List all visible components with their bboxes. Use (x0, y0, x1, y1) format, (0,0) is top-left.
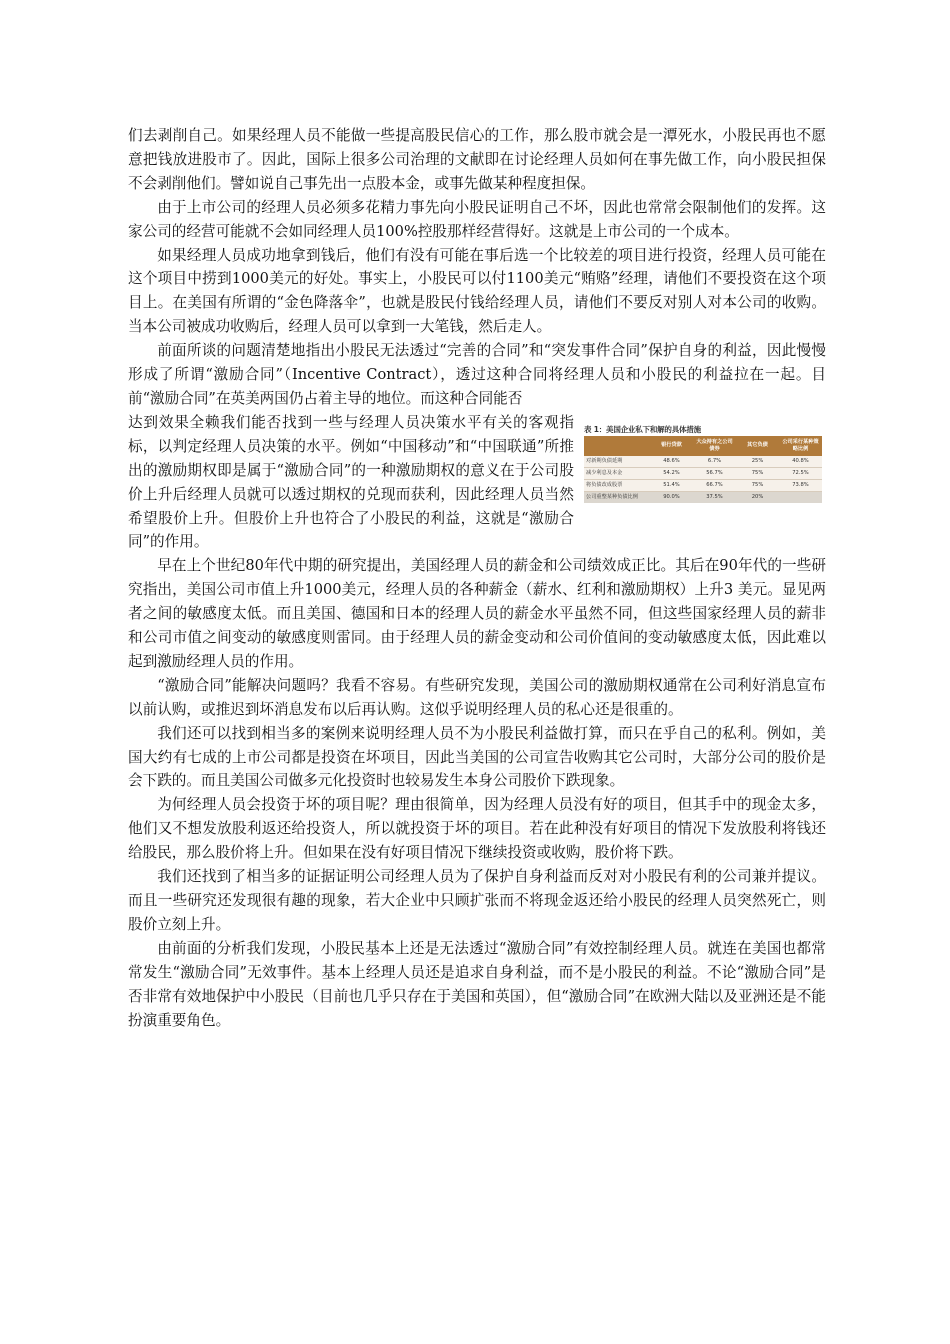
paragraph: 为何经理人员会投资于坏的项目呢？理由很简单，因为经理人员没有好的项目，但其手中的现金太多，他们又不想发放股利返还给投资人，所以就投资于坏的项目。若在此种没有好项目的情况下发放股利将钱还给股民，那么股价将上升。但如果在没有好项目情况下继续投资或收购，股价将下跌。 (128, 796, 826, 862)
table-cell: 72.5% (779, 467, 822, 479)
paragraph: 们去剥削自己。如果经理人员不能做一些提高股民信心的工作，那么股市就会是一潭死水，小股民再也不愿意把钱放进股市了。因此，国际上很多公司治理的文献即在讨论经理人员如何在事先做工作，向小股民担保不会剥削他们。譬如说自己事先出一点股本金，或事先做某种程度担保。 (128, 127, 826, 192)
paragraph: 由于上市公司的经理人员必须多花精力事先向小股民证明自己不坏，因此也常常会限制他们的发挥。这家公司的经营可能就不会如同经理人员100%控股那样经营得好。这就是上市公司的一个成本。 (128, 198, 826, 240)
table-cell: 40.8% (779, 456, 822, 468)
table-cell: 48.6% (650, 456, 693, 468)
paragraph: 由前面的分析我们发现，小股民基本上还是无法透过“激励合同”有效控制经理人员。就连在美国也都常常发生“激励合同”无效事件。基本上经理人员还是追求自身利益，而不是小股民的利益。不论“激励合同”是否非常有效地保护中小股民（目前也几乎只存在于美国和英国），但“激励合同”在欧洲大陆以及亚洲还是不能扮演重要角色。 (128, 939, 826, 1029)
table-cell: 25% (736, 456, 779, 468)
paragraph-continued: 达到效果全赖我们能否找到一些与经理人员决策水平有关的客观指标，以判定经理人员决策的水平。例如“中国移动”和“中国联通”所推出的激励期权即是属于“激励合同”的一种激励期权的意义在于公司股价上升后经理人员就可以透过期权的兑现而获利，因此经理人员当然希望股价上升。但股价上升也符合了小股民的利益，这就是“激励合同”的作用。 (128, 413, 574, 551)
table-header-row (584, 436, 822, 456)
paragraph: 早在上个世纪80年代中期的研究提出，美国经理人员的薪金和公司绩效成正比。其后在90年代的一些研究指出，美国公司市值上升1000美元，经理人员的各种薪金（薪水、红利和激励期权）上升3 美元。显见两者之间的敏感度太低。而且美国、德国和日本的经理人员的薪金水平虽然不同，但这些国家经理人员的薪非和公司市值之间变动的敏感度则雷同。由于经理人员的薪金变动和公司价值间的变动敏感度太低，因此难以起到激励经理人员的作用。 (128, 557, 826, 670)
table-cell: 51.4% (650, 479, 693, 491)
paragraph: 我们还找到了相当多的证据证明公司经理人员为了保护自身利益而反对对小股民有利的公司兼并提议。而且一些研究还发现很有趣的现象，若大企业中只顾扩张而不将现金返还给小股民的经理人员突然死亡，则股价立刻上升。 (128, 868, 826, 933)
row-label: 将负债改成股票 (584, 479, 650, 491)
table-row (584, 479, 822, 491)
table-cell (779, 491, 822, 503)
table-cell: 75% (736, 467, 779, 479)
row-label: 公司重整某种负债比例 (584, 491, 650, 503)
paragraph: “激励合同”能解决问题吗？我看不容易。有些研究发现，美国公司的激励期权通常在公司利好消息宣布以前认购，或推迟到坏消息发布以后再认购。这似乎说明经理人员的私心还是很重的。 (128, 676, 826, 718)
figure-title: 表 1：美国企业私下和解的具体措施 (584, 424, 701, 434)
table-cell: 66.7% (693, 479, 736, 491)
column-header (584, 436, 650, 456)
paragraph: 如果经理人员成功地拿到钱后，他们有没有可能在事后选一个比较差的项目进行投资，经理人员可能在这个项目中捞到1000美元的好处。事实上，小股民可以付1100美元“贿赂”经理，请他们不要投资在这个项目上。在美国有所谓的“金色降落伞”，也就是股民付钱给经理人员，请他们不要反对别人对本公司的收购。当本公司被成功收购后，经理人员可以拿到一大笔钱，然后走人。 (128, 246, 826, 336)
table-cell: 73.8% (779, 479, 822, 491)
table-figure (584, 423, 826, 527)
column-header: 公司采行某种策略比例 (779, 436, 822, 456)
table-row (584, 467, 822, 479)
table-cell: 90.0% (650, 491, 693, 503)
row-label: 对新期负债延期 (584, 456, 650, 468)
column-header: 大众持有之公司债券 (693, 436, 736, 456)
table-cell: 75% (736, 479, 779, 491)
paragraph: 我们还可以找到相当多的案例来说明经理人员不为小股民利益做打算，而只在乎自己的私利。例如，美国大约有七成的上市公司都是投资在坏项目，因此当美国的公司宣告收购其它公司时，大部分公司的股价是会下跌的。而且美国公司做多元化投资时也较易发生本身公司股价下跌现象。 (128, 724, 826, 790)
row-label: 减少利息及本金 (584, 467, 650, 479)
table-cell: 37.5% (693, 491, 736, 503)
table-cell: 6.7% (693, 456, 736, 468)
body-text (128, 124, 826, 1032)
column-header: 银行贷款 (650, 436, 693, 456)
table-row (584, 491, 822, 503)
column-header: 其它负债 (736, 436, 779, 456)
table-cell: 20% (736, 491, 779, 503)
paragraph-start: 前面所谈的问题清楚地指出小股民无法透过“完善的合同”和“突发事件合同”保护自身的利益，因此慢慢形成了所谓“激励合同”（Incentive Contract），透过这种合同将经理人员和小股民的利益拉在一起。目前“激励合同”在英美两国仍占着主导的地位。而这种合同能否 (128, 342, 826, 407)
figure-table (584, 436, 822, 503)
table-row (584, 456, 822, 468)
table-cell: 56.7% (693, 467, 736, 479)
table-cell: 54.2% (650, 467, 693, 479)
